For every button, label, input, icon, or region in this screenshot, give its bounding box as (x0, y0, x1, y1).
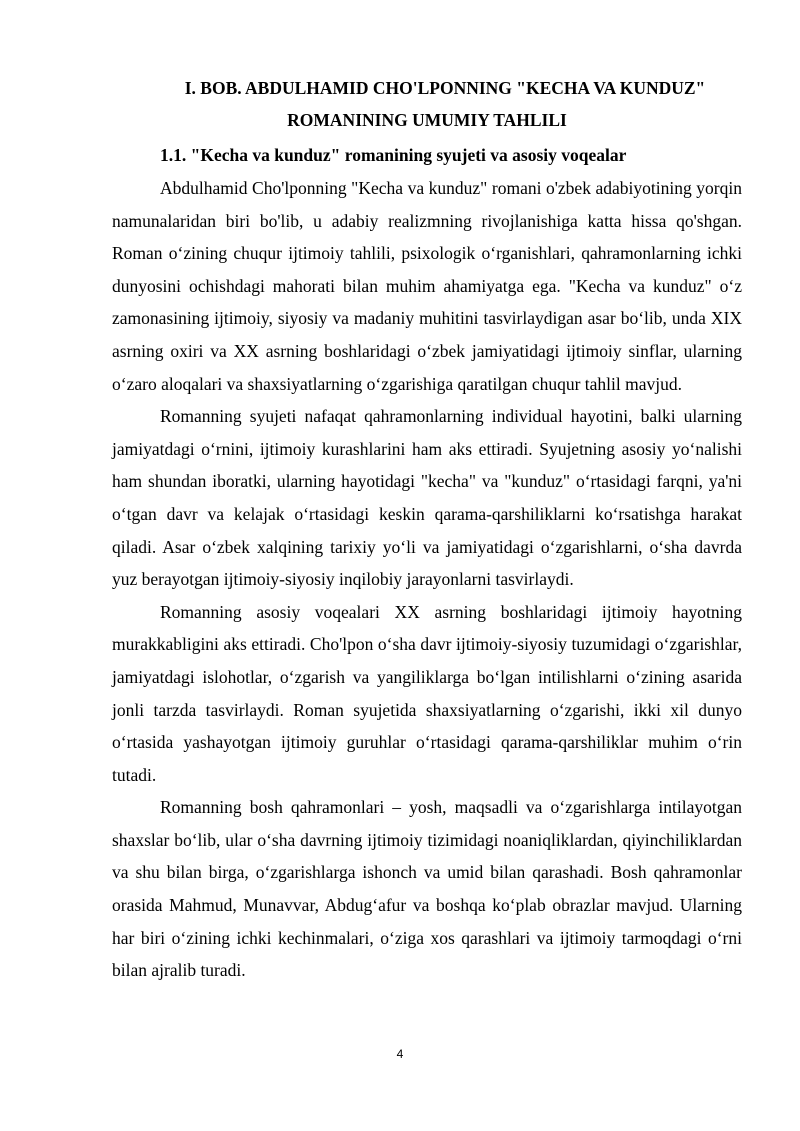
page-number: 4 (396, 1047, 404, 1061)
paragraph-1: Abdulhamid Cho'lponning "Kecha va kunduz" romani o'zbek adabiyotining yorqin namunalaridan biri bo'lib, u adabiy realizmning rivojlanishiga katta hissa qo'shgan. Roman o‘zining chuqur ijtimoiy tahlili, psixologik o‘rganishlari, qahramonlarning ichki dunyosini ochishdagi mahorati bilan muhim ahamiyatga ega. "Kecha va kunduz" o‘z zamonasining ijtimoiy, siyosiy va madaniy muhitini tasvirlaydigan asar bo‘lib, unda XIX asrning oxiri va XX asrning boshlaridagi o‘zbek jamiyatidagi ijtimoiy sinflar, ularning o‘zaro aloqalari va shaxsiyatlarning o‘zgarishiga qaratilgan chuqur tahlil mavjud. (112, 178, 742, 394)
section-title: 1.1. "Kecha va kunduz" romanining syujeti va asosiy voqealar (160, 145, 627, 165)
body-text (112, 172, 742, 987)
paragraph-3: Romanning asosiy voqealari XX asrning boshlaridagi ijtimoiy hayotning murakkabligini aks ettiradi. Cho'lpon o‘sha davr ijtimoiy-siyosiy tuzumidagi o‘zgarishlar, jamiyatdagi islohotlar, o‘zgarish va yangiliklarga bo‘lgan intilishlarni o‘zining asarida jonli tarzda tasvirlaydi. Roman syujetida shaxsiyatlarning o‘zgarishi, ikki xil dunyo o‘rtasida yashayotgan ijtimoiy guruhlar o‘rtasidagi qarama-qarshiliklar muhim o‘rin tutadi. (112, 601, 742, 785)
paragraph-2: Romanning syujeti nafaqat qahramonlarning individual hayotini, balki ularning jamiyatdagi o‘rnini, ijtimoiy kurashlarini ham aks ettiradi. Syujetning asosiy yo‘nalishi ham shundan iboratki, ularning hayotidagi "kecha" va "kunduz" o‘rtasidagi farqni, ya'ni o‘tgan davr va kelajak o‘rtasidagi keskin qarama-qarshiliklarni ko‘rsatishga harakat qiladi. Asar o‘zbek xalqining tarixiy yo‘li va jamiyatidagi o‘zgarishlarni, o‘sha davrda yuz berayotgan ijtimoiy-siyosiy inqilobiy jarayonlarni tasvirlaydi. (112, 406, 742, 590)
chapter-title-line-2: ROMANINING UMUMIY TAHLILI (287, 110, 567, 130)
paragraph-4: Romanning bosh qahramonlari – yosh, maqsadli va o‘zgarishlarga intilayotgan shaxslar bo‘lib, ular o‘sha davrning ijtimoiy tizimidagi noaniqliklardan, qiyinchiliklardan va shu bilan birga, o‘zgarishlarga ishonch va umid bilan qarashadi. Bosh qahramonlar orasida Mahmud, Munavvar, Abdug‘afur va boshqa ko‘plab obrazlar mavjud. Ularning har biri o‘zining ichki kechinmalari, o‘ziga xos qarashlari va ijtimoiy tarmoqdagi o‘rni bilan ajralib turadi. (112, 797, 742, 981)
chapter-title-line-1: I. BOB. ABDULHAMID CHO'LPONNING "KECHA VA KUNDUZ" (184, 78, 706, 98)
